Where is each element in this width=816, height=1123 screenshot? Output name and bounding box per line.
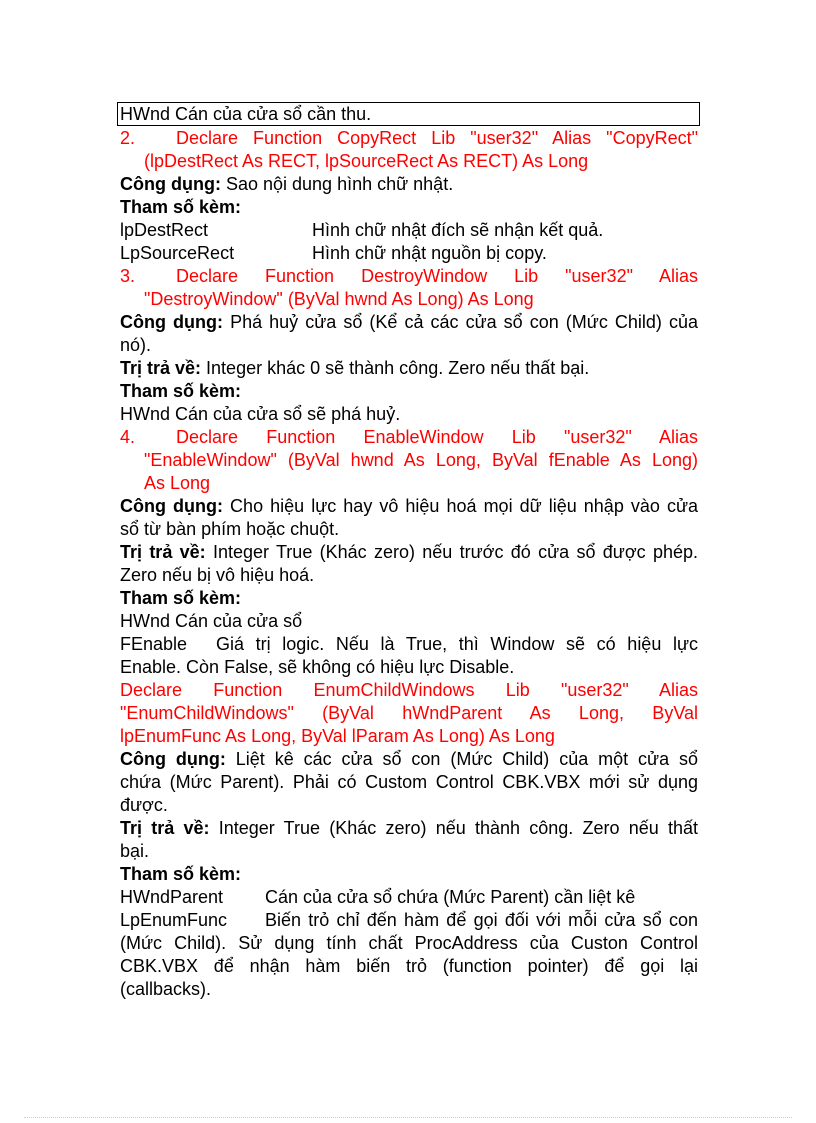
func3-param-1: HWnd Cán của cửa sổ sẽ phá huỷ. (120, 404, 401, 424)
func2-declare-line2: (lpDestRect As RECT, lpSourceRect As RECT) As Long (144, 151, 589, 171)
func5-return-cont: bại. (120, 841, 150, 861)
func4-declare-line3: As Long (144, 473, 211, 493)
func3-params-heading: Tham số kèm: (120, 381, 242, 401)
func5-usage: Công dụng: Liệt kê các cửa sổ con (Mức Child) của một cửa sổ (120, 749, 699, 769)
func4-usage-cont: sổ từ bàn phím hoặc chuột. (120, 519, 340, 539)
func4-declare-line1: 4. Declare Function EnableWindow Lib "user32" Alias (120, 427, 698, 447)
func3-declare-line2: "DestroyWindow" (ByVal hwnd As Long) As Long (144, 289, 534, 309)
func4-param-1: HWnd Cán của cửa sổ (120, 611, 303, 631)
page-bottom-divider (24, 1117, 792, 1118)
func5-declare-line3: lpEnumFunc As Long, ByVal lParam As Long) As Long (120, 726, 555, 746)
func3-declare-line1: 3. Declare Function DestroyWindow Lib "user32" Alias (120, 266, 698, 286)
func5-param-2-cont: (Mức Child). Sử dụng tính chất ProcAddress của Custon Control (120, 933, 698, 953)
hwnd-boxed-line: HWnd Cán của cửa sổ cần thu. (117, 102, 700, 126)
func5-param-2-cont3: (callbacks). (120, 979, 212, 999)
func3-usage: Công dụng: Phá huỷ cửa sổ (Kể cả các cửa sổ con (Mức Child) của (120, 312, 698, 332)
func5-param-1: HWndParent Cán của cửa sổ chứa (Mức Parent) cần liệt kê (120, 887, 636, 907)
func2-declare-line1: 2. Declare Function CopyRect Lib "user32" Alias "CopyRect" (120, 128, 698, 148)
func4-return-cont: Zero nếu bị vô hiệu hoá. (120, 565, 315, 585)
func4-declare-line2: "EnableWindow" (ByVal hwnd As Long, ByVal fEnable As Long) (144, 450, 698, 470)
func4-return: Trị trả về: Integer True (Khác zero) nếu trước đó cửa sổ được phép. (120, 542, 698, 562)
func5-params-heading: Tham số kèm: (120, 864, 242, 884)
document-page (120, 102, 698, 1001)
func5-declare-line1: Declare Function EnumChildWindows Lib "user32" Alias (120, 680, 698, 700)
func2-param-2: LpSourceRect Hình chữ nhật nguồn bị copy. (120, 243, 547, 263)
func3-return: Trị trả về: Integer khác 0 sẽ thành công. Zero nếu thất bại. (120, 358, 590, 378)
func4-param-2: FEnable Giá trị logic. Nếu là True, thì Window sẽ có hiệu lực (120, 634, 698, 654)
func5-param-2: LpEnumFunc Biến trỏ chỉ đến hàm để gọi đối với mỗi cửa sổ con (120, 910, 698, 930)
func5-declare-line2: "EnumChildWindows" (ByVal hWndParent As Long, ByVal (120, 703, 698, 723)
func5-param-2-cont2: CBK.VBX để nhận hàm biến trỏ (function pointer) để gọi lại (120, 956, 698, 976)
func5-usage-cont: chứa (Mức Parent). Phải có Custom Control CBK.VBX mới sử dụng (120, 772, 698, 792)
func2-params-heading: Tham số kèm: (120, 197, 242, 217)
func4-param-2-cont: Enable. Còn False, sẽ không có hiệu lực Disable. (120, 657, 515, 677)
func4-usage: Công dụng: Cho hiệu lực hay vô hiệu hoá mọi dữ liệu nhập vào cửa (120, 496, 698, 516)
func3-usage-cont: nó). (120, 335, 152, 355)
func5-return: Trị trả về: Integer True (Khác zero) nếu thành công. Zero nếu thất (120, 818, 698, 838)
func2-usage: Công dụng: Sao nội dung hình chữ nhật. (120, 174, 454, 194)
func5-usage-cont2: được. (120, 795, 168, 815)
func2-param-1: lpDestRect Hình chữ nhật đích sẽ nhận kết quả. (120, 220, 604, 240)
func4-params-heading: Tham số kèm: (120, 588, 242, 608)
